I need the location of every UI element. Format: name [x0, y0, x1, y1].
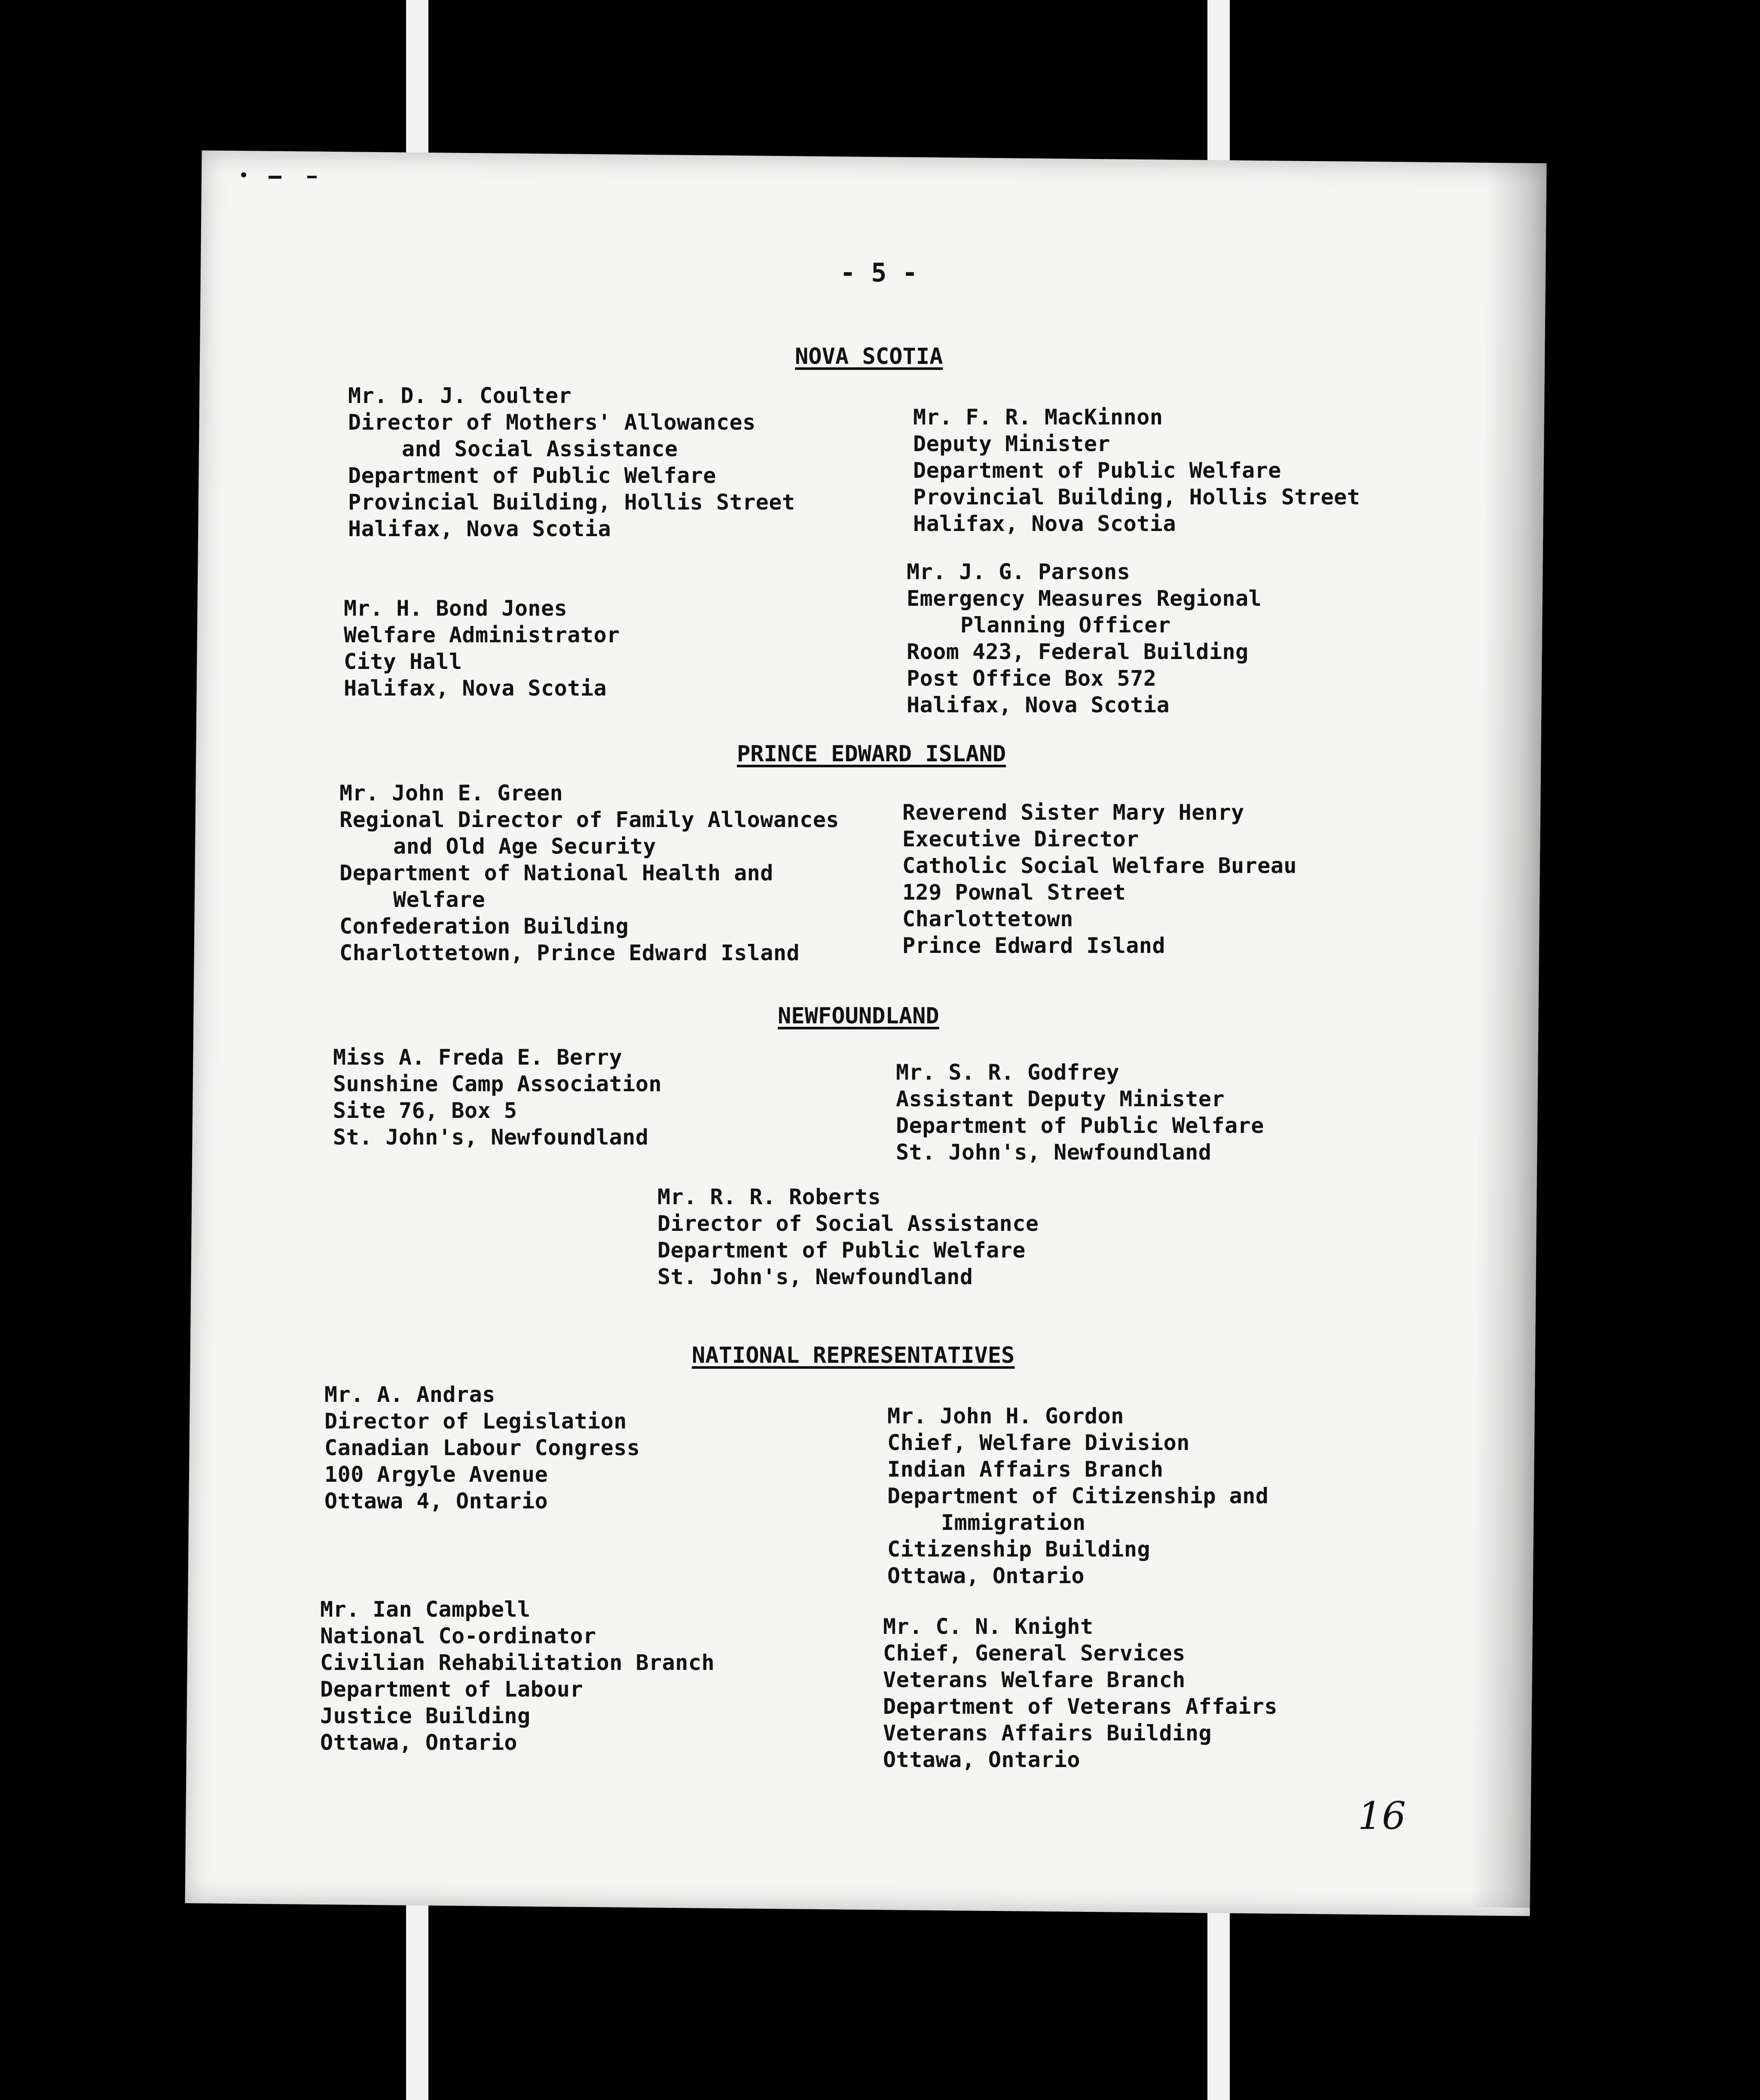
page-number: - 5 - — [840, 258, 918, 288]
contact-department: Department of Veterans Affairs — [883, 1694, 1278, 1719]
contact-department-cont: Immigration — [941, 1510, 1086, 1535]
contact-block — [883, 1613, 1277, 1773]
contact-title: Emergency Measures Regional — [907, 586, 1262, 611]
contact-address: Citizenship Building — [887, 1537, 1151, 1562]
contact-block — [324, 1381, 640, 1514]
contact-city: Halifax, Nova Scotia — [348, 516, 611, 541]
contact-city: Charlottetown — [902, 907, 1073, 931]
contact-city: Halifax, Nova Scotia — [913, 511, 1176, 536]
contact-city: Ottawa, Ontario — [887, 1563, 1085, 1588]
contact-city: Charlottetown, Prince Edward Island — [339, 940, 800, 965]
contact-department: Department of National Health and — [339, 861, 773, 885]
contact-block — [320, 1596, 715, 1756]
contact-name: Miss A. Freda E. Berry — [333, 1045, 623, 1070]
contact-name: Mr. S. R. Godfrey — [896, 1060, 1120, 1085]
contact-city: Halifax, Nova Scotia — [344, 676, 607, 701]
contact-address: Veterans Affairs Building — [883, 1721, 1212, 1746]
contact-title-cont: and Old Age Security — [393, 834, 657, 859]
contact-title: Director of Legislation — [324, 1409, 627, 1434]
contact-name: Mr. John E. Green — [339, 781, 563, 806]
contact-province: Prince Edward Island — [902, 933, 1166, 958]
contact-title: Director of Mothers' Allowances — [348, 410, 756, 435]
contact-city: Ottawa, Ontario — [883, 1747, 1081, 1772]
contact-department: Department of Citizenship and — [887, 1483, 1269, 1508]
contact-name: Mr. H. Bond Jones — [344, 596, 568, 621]
contact-name: Mr. Ian Campbell — [320, 1597, 531, 1622]
contact-organization: Catholic Social Welfare Bureau — [902, 853, 1297, 878]
contact-name: Reverend Sister Mary Henry — [902, 800, 1244, 825]
contact-name: Mr. John H. Gordon — [887, 1404, 1124, 1428]
contact-title: Deputy Minister — [913, 431, 1111, 456]
contact-department: Department of Public Welfare — [913, 458, 1281, 483]
contact-department: Department of Public Welfare — [348, 463, 716, 488]
handwritten-page-mark: 16 — [1358, 1794, 1406, 1838]
contact-name: Mr. R. R. Roberts — [657, 1184, 881, 1209]
contact-address: Justice Building — [320, 1703, 531, 1728]
contact-city: Halifax, Nova Scotia — [907, 693, 1170, 717]
contact-address: City Hall — [344, 649, 462, 674]
contact-address: Site 76, Box 5 — [333, 1098, 517, 1123]
contact-city: Ottawa 4, Ontario — [324, 1489, 548, 1514]
contact-title: National Co-ordinator — [320, 1624, 596, 1648]
contact-branch: Indian Affairs Branch — [887, 1457, 1164, 1482]
contact-block — [913, 404, 1360, 537]
contact-name: Mr. D. J. Coulter — [348, 383, 572, 408]
contact-name: Mr. J. G. Parsons — [907, 559, 1131, 584]
contact-block — [887, 1403, 1268, 1589]
contact-block — [902, 799, 1297, 959]
contact-block — [333, 1044, 662, 1151]
contact-department-cont: Welfare — [393, 887, 486, 912]
section-heading-newfoundland: NEWFOUNDLAND — [778, 1003, 939, 1029]
contact-branch: Civilian Rehabilitation Branch — [320, 1650, 715, 1675]
contact-organization: Sunshine Camp Association — [333, 1071, 662, 1096]
contact-department: Department of Labour — [320, 1677, 584, 1702]
contact-city: St. John's, Newfoundland — [333, 1125, 649, 1150]
contact-block — [896, 1059, 1264, 1166]
contact-block — [339, 780, 839, 966]
contact-block — [657, 1184, 1039, 1290]
contact-title: Executive Director — [902, 827, 1139, 852]
contact-block — [348, 382, 795, 542]
contact-block — [907, 559, 1262, 718]
section-heading-prince-edward-island: PRINCE EDWARD ISLAND — [737, 741, 1006, 767]
section-heading-national-representatives: NATIONAL REPRESENTATIVES — [692, 1343, 1015, 1368]
contact-address: Post Office Box 572 — [907, 666, 1157, 691]
contact-title-cont: Planning Officer — [960, 613, 1171, 638]
contact-title: Director of Social Assistance — [657, 1211, 1039, 1236]
contact-department: Department of Public Welfare — [896, 1113, 1264, 1138]
contact-address: Room 423, Federal Building — [907, 639, 1249, 664]
contact-address: Provincial Building, Hollis Street — [348, 490, 795, 515]
contact-address: 129 Pownal Street — [902, 880, 1126, 905]
contact-name: Mr. C. N. Knight — [883, 1614, 1094, 1639]
contact-address: Provincial Building, Hollis Street — [913, 485, 1360, 510]
contact-name: Mr. A. Andras — [324, 1382, 495, 1407]
contact-city: St. John's, Newfoundland — [896, 1140, 1212, 1165]
contact-title: Assistant Deputy Minister — [896, 1087, 1225, 1111]
contact-title: Regional Director of Family Allowances — [339, 807, 839, 832]
contact-title: Chief, General Services — [883, 1641, 1186, 1666]
contact-city: Ottawa, Ontario — [320, 1730, 518, 1755]
contact-title-cont: and Social Assistance — [402, 436, 678, 461]
contact-title: Welfare Administrator — [344, 623, 620, 647]
contact-address: Confederation Building — [339, 914, 629, 939]
contact-city: St. John's, Newfoundland — [657, 1264, 973, 1289]
contact-block — [344, 595, 620, 702]
contact-branch: Veterans Welfare Branch — [883, 1667, 1186, 1692]
section-heading-nova-scotia: NOVA SCOTIA — [795, 344, 943, 369]
page-specks — [238, 170, 324, 183]
contact-department: Department of Public Welfare — [657, 1238, 1026, 1263]
contact-organization: Canadian Labour Congress — [324, 1435, 640, 1460]
contact-address: 100 Argyle Avenue — [324, 1462, 548, 1487]
contact-title: Chief, Welfare Division — [887, 1430, 1190, 1455]
contact-name: Mr. F. R. MacKinnon — [913, 405, 1163, 430]
